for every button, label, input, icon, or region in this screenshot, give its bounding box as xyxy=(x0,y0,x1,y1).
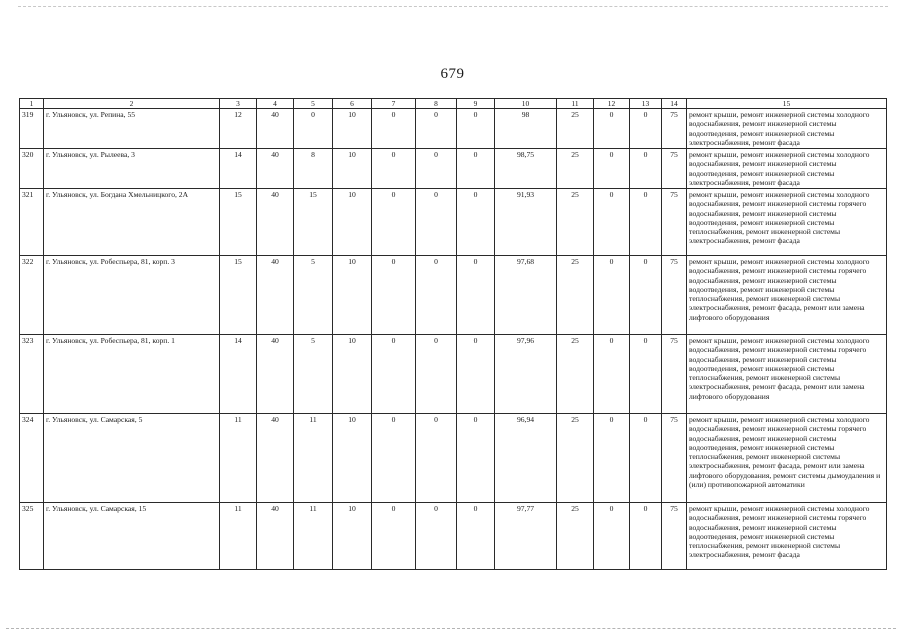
value-cell: 91,93 xyxy=(495,189,557,256)
value-cell: 0 xyxy=(594,335,630,414)
column-header: 5 xyxy=(294,99,333,109)
value-cell: 25 xyxy=(557,503,594,570)
works-cell: ремонт крыши, ремонт инженерной системы холодного водоснабжения, ремонт инженерной системы горячего водоснабжения, ремонт инженерной системы водоотведения, ремонт инженерной системы теплоснабжения, ремонт инженерной системы электроснабжения, ремонт фасада xyxy=(687,503,887,570)
value-cell: 10 xyxy=(333,149,372,189)
value-cell: 0 xyxy=(457,414,495,503)
column-header: 6 xyxy=(333,99,372,109)
value-cell: 11 xyxy=(294,503,333,570)
page-number: 679 xyxy=(440,66,465,82)
table-row xyxy=(20,414,887,503)
value-cell: 0 xyxy=(594,256,630,335)
works-cell: ремонт крыши, ремонт инженерной системы холодного водоснабжения, ремонт инженерной системы водоотведения, ремонт инженерной системы электроснабжения, ремонт фасада xyxy=(687,149,887,189)
address-cell: г. Ульяновск, ул. Богдана Хмельницкого, 2А xyxy=(44,189,220,256)
scan-edge-bottom xyxy=(6,628,896,629)
value-cell: 0 xyxy=(294,109,333,149)
value-cell: 0 xyxy=(457,189,495,256)
value-cell: 40 xyxy=(257,189,294,256)
value-cell: 0 xyxy=(630,256,662,335)
value-cell: 25 xyxy=(557,414,594,503)
value-cell: 97,96 xyxy=(495,335,557,414)
value-cell: 10 xyxy=(333,189,372,256)
value-cell: 75 xyxy=(662,149,687,189)
column-header: 8 xyxy=(416,99,457,109)
value-cell: 10 xyxy=(333,109,372,149)
value-cell: 0 xyxy=(594,149,630,189)
value-cell: 0 xyxy=(457,335,495,414)
value-cell: 25 xyxy=(557,335,594,414)
column-header: 4 xyxy=(257,99,294,109)
column-header: 10 xyxy=(495,99,557,109)
value-cell: 40 xyxy=(257,256,294,335)
value-cell: 75 xyxy=(662,414,687,503)
value-cell: 0 xyxy=(416,256,457,335)
value-cell: 15 xyxy=(294,189,333,256)
value-cell: 40 xyxy=(257,335,294,414)
row-number: 325 xyxy=(20,503,44,570)
value-cell: 75 xyxy=(662,256,687,335)
value-cell: 0 xyxy=(594,414,630,503)
works-cell: ремонт крыши, ремонт инженерной системы холодного водоснабжения, ремонт инженерной системы водоотведения, ремонт инженерной системы электроснабжения, ремонт фасада xyxy=(687,109,887,149)
value-cell: 0 xyxy=(416,414,457,503)
column-header: 7 xyxy=(372,99,416,109)
table-row xyxy=(20,335,887,414)
value-cell: 0 xyxy=(416,503,457,570)
value-cell: 10 xyxy=(333,256,372,335)
value-cell: 75 xyxy=(662,189,687,256)
value-cell: 10 xyxy=(333,335,372,414)
value-cell: 12 xyxy=(220,109,257,149)
value-cell: 0 xyxy=(630,189,662,256)
row-number: 319 xyxy=(20,109,44,149)
value-cell: 8 xyxy=(294,149,333,189)
table-row xyxy=(20,189,887,256)
column-header: 3 xyxy=(220,99,257,109)
column-header: 12 xyxy=(594,99,630,109)
value-cell: 75 xyxy=(662,335,687,414)
table-row xyxy=(20,503,887,570)
value-cell: 11 xyxy=(220,503,257,570)
value-cell: 0 xyxy=(594,503,630,570)
value-cell: 0 xyxy=(416,189,457,256)
value-cell: 97,77 xyxy=(495,503,557,570)
value-cell: 0 xyxy=(630,149,662,189)
value-cell: 25 xyxy=(557,149,594,189)
value-cell: 40 xyxy=(257,503,294,570)
address-cell: г. Ульяновск, ул. Репина, 55 xyxy=(44,109,220,149)
value-cell: 0 xyxy=(594,189,630,256)
value-cell: 15 xyxy=(220,256,257,335)
value-cell: 10 xyxy=(333,414,372,503)
address-cell: г. Ульяновск, ул. Робеспьера, 81, корп. 3 xyxy=(44,256,220,335)
value-cell: 0 xyxy=(372,256,416,335)
table-row xyxy=(20,256,887,335)
value-cell: 98,75 xyxy=(495,149,557,189)
column-header: 15 xyxy=(687,99,887,109)
value-cell: 0 xyxy=(416,335,457,414)
value-cell: 98 xyxy=(495,109,557,149)
value-cell: 0 xyxy=(630,414,662,503)
table-row xyxy=(20,149,887,189)
value-cell: 96,94 xyxy=(495,414,557,503)
column-header: 2 xyxy=(44,99,220,109)
value-cell: 15 xyxy=(220,189,257,256)
scan-edge-top xyxy=(18,6,888,7)
column-header: 11 xyxy=(557,99,594,109)
value-cell: 5 xyxy=(294,335,333,414)
value-cell: 5 xyxy=(294,256,333,335)
works-cell: ремонт крыши, ремонт инженерной системы холодного водоснабжения, ремонт инженерной системы горячего водоснабжения, ремонт инженерной системы водоотведения, ремонт инженерной системы теплоснабжения, ремонт инженерной системы электроснабжения, ремонт фасада xyxy=(687,189,887,256)
header-row xyxy=(20,99,887,109)
column-header: 13 xyxy=(630,99,662,109)
value-cell: 0 xyxy=(372,149,416,189)
row-number: 323 xyxy=(20,335,44,414)
row-number: 321 xyxy=(20,189,44,256)
address-cell: г. Ульяновск, ул. Рылеева, 3 xyxy=(44,149,220,189)
row-number: 324 xyxy=(20,414,44,503)
address-cell: г. Ульяновск, ул. Самарская, 15 xyxy=(44,503,220,570)
value-cell: 0 xyxy=(372,109,416,149)
value-cell: 0 xyxy=(372,189,416,256)
value-cell: 0 xyxy=(457,109,495,149)
value-cell: 75 xyxy=(662,109,687,149)
value-cell: 0 xyxy=(457,503,495,570)
value-cell: 97,68 xyxy=(495,256,557,335)
value-cell: 0 xyxy=(630,503,662,570)
works-cell: ремонт крыши, ремонт инженерной системы холодного водоснабжения, ремонт инженерной системы горячего водоснабжения, ремонт инженерной системы водоотведения, ремонт инженерной системы теплоснабжения, ремонт инженерной системы электроснабжения, ремонт фасада, ремонт или замена лифтового оборудования xyxy=(687,256,887,335)
value-cell: 75 xyxy=(662,503,687,570)
value-cell: 11 xyxy=(220,414,257,503)
value-cell: 25 xyxy=(557,189,594,256)
value-cell: 0 xyxy=(594,109,630,149)
address-cell: г. Ульяновск, ул. Самарская, 5 xyxy=(44,414,220,503)
value-cell: 10 xyxy=(333,503,372,570)
value-cell: 14 xyxy=(220,335,257,414)
value-cell: 0 xyxy=(372,335,416,414)
value-cell: 40 xyxy=(257,149,294,189)
works-cell: ремонт крыши, ремонт инженерной системы холодного водоснабжения, ремонт инженерной системы горячего водоснабжения, ремонт инженерной системы водоотведения, ремонт инженерной системы теплоснабжения, ремонт инженерной системы электроснабжения, ремонт фасада, ремонт или замена лифтового оборудования xyxy=(687,335,887,414)
row-number: 322 xyxy=(20,256,44,335)
value-cell: 0 xyxy=(457,256,495,335)
value-cell: 11 xyxy=(294,414,333,503)
value-cell: 0 xyxy=(630,335,662,414)
value-cell: 25 xyxy=(557,256,594,335)
value-cell: 0 xyxy=(457,149,495,189)
value-cell: 40 xyxy=(257,109,294,149)
row-number: 320 xyxy=(20,149,44,189)
value-cell: 0 xyxy=(416,149,457,189)
value-cell: 40 xyxy=(257,414,294,503)
table-row xyxy=(20,109,887,149)
value-cell: 0 xyxy=(372,414,416,503)
address-cell: г. Ульяновск, ул. Робеспьера, 81, корп. 1 xyxy=(44,335,220,414)
value-cell: 0 xyxy=(630,109,662,149)
column-header: 14 xyxy=(662,99,687,109)
column-header: 9 xyxy=(457,99,495,109)
works-cell: ремонт крыши, ремонт инженерной системы холодного водоснабжения, ремонт инженерной системы горячего водоснабжения, ремонт инженерной системы водоотведения, ремонт инженерной системы теплоснабжения, ремонт инженерной системы электроснабжения, ремонт фасада, ремонт или замена лифтового оборудования, ремонт системы дымоудаления и (или) противопожарной автоматики xyxy=(687,414,887,503)
value-cell: 25 xyxy=(557,109,594,149)
data-table xyxy=(19,98,887,570)
value-cell: 14 xyxy=(220,149,257,189)
value-cell: 0 xyxy=(416,109,457,149)
column-header: 1 xyxy=(20,99,44,109)
value-cell: 0 xyxy=(372,503,416,570)
